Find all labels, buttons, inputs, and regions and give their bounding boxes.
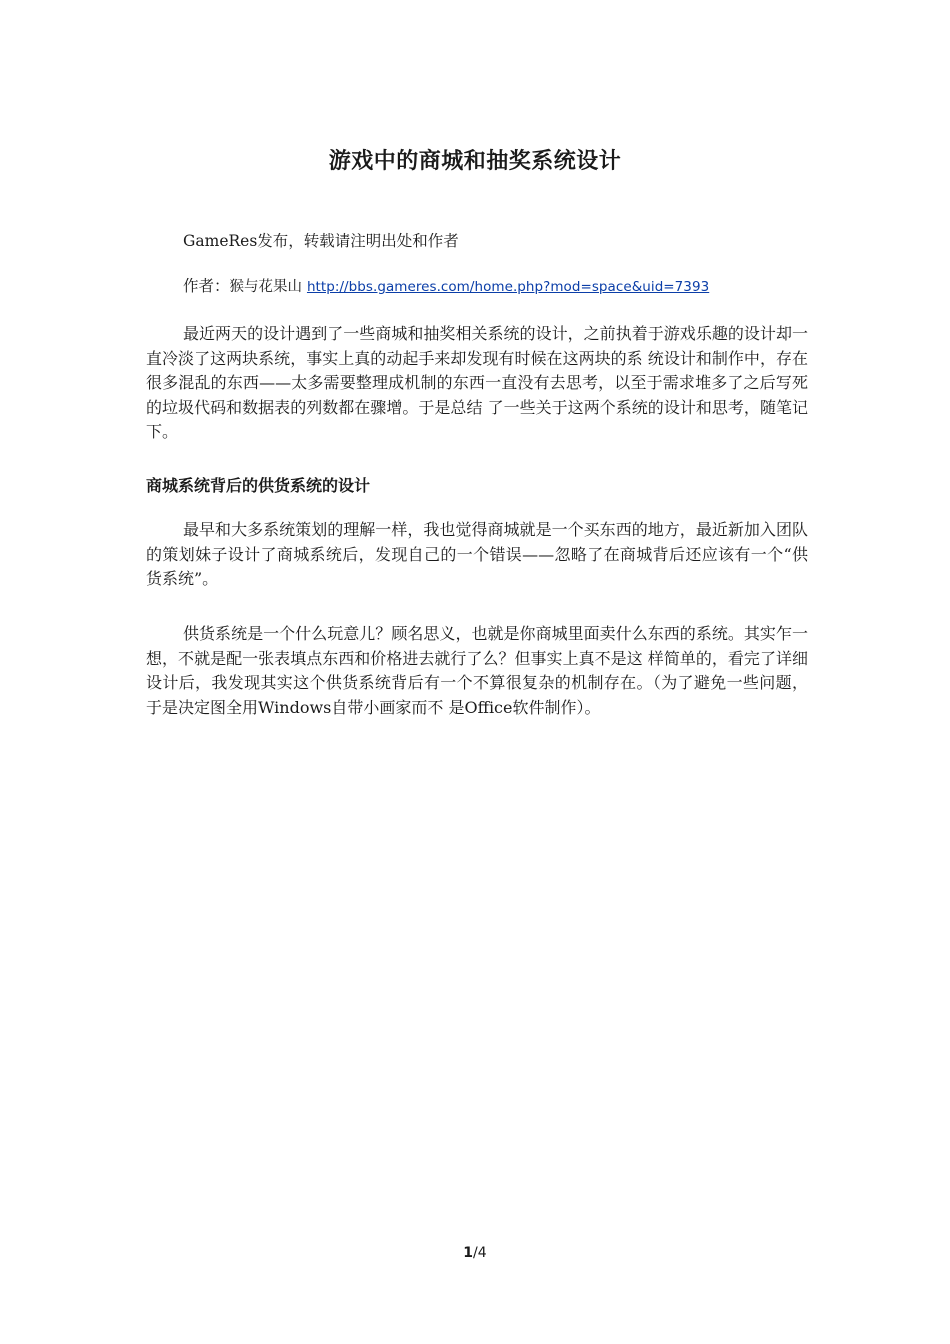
- page-number: [0, 1243, 950, 1263]
- author-line: [183, 274, 709, 299]
- current-page-number: 1: [463, 1245, 474, 1261]
- author-profile-link[interactable]: http://bbs.gameres.com/home.php?mod=space&uid=7393: [306, 279, 710, 295]
- source-line: GameRes发布，转载请注明出处和作者: [183, 232, 459, 250]
- document-title: 游戏中的商城和抽奖系统设计: [328, 149, 622, 174]
- intro-paragraph: 最近两天的设计遇到了一些商城和抽奖相关系统的设计，之前执着于游戏乐趣的设计却一直冷淡了这两块系统，事实上真的动起手来却发现有时候在这两块的系 统设计和制作中，存在很多混乱的东西——太多需要整理成机制的东西一直没有去思考，以至于需求堆多了之后写死的垃圾代码和数据表的列数都在骤增。于是总结 了一些关于这两个系统的设计和思考，随笔记下。: [146, 324, 808, 441]
- author-name: 猴与花果山: [229, 279, 303, 295]
- page-separator: /: [473, 1245, 478, 1261]
- author-label: 作者：: [183, 277, 230, 295]
- section-body: [146, 518, 808, 592]
- total-pages: 4: [477, 1245, 487, 1261]
- section-heading: 商城系统背后的供货系统的设计: [146, 476, 371, 495]
- section-paragraph-1: 最早和大多系统策划的理解一样，我也觉得商城就是一个买东西的地方，最近新加入团队的策划妹子设计了商城系统后，发现自己的一个错误——忽略了在商城背后还应该有一个“供货系统”。: [146, 520, 808, 588]
- section-paragraph-2: 供货系统是一个什么玩意儿？顾名思义，也就是你商城里面卖什么东西的系统。其实乍一想，不就是配一张表填点东西和价格进去就行了么？但事实上真不是这 样简单的，看完了详细设计后，我发现其实这个供货系统背后有一个不算很复杂的机制存在。（为了避免一些问题，于是决定图全用Windows自带小画家而不 是Office软件制作）。: [146, 624, 808, 717]
- intro-section: [146, 322, 808, 445]
- section-body-2: [146, 622, 808, 720]
